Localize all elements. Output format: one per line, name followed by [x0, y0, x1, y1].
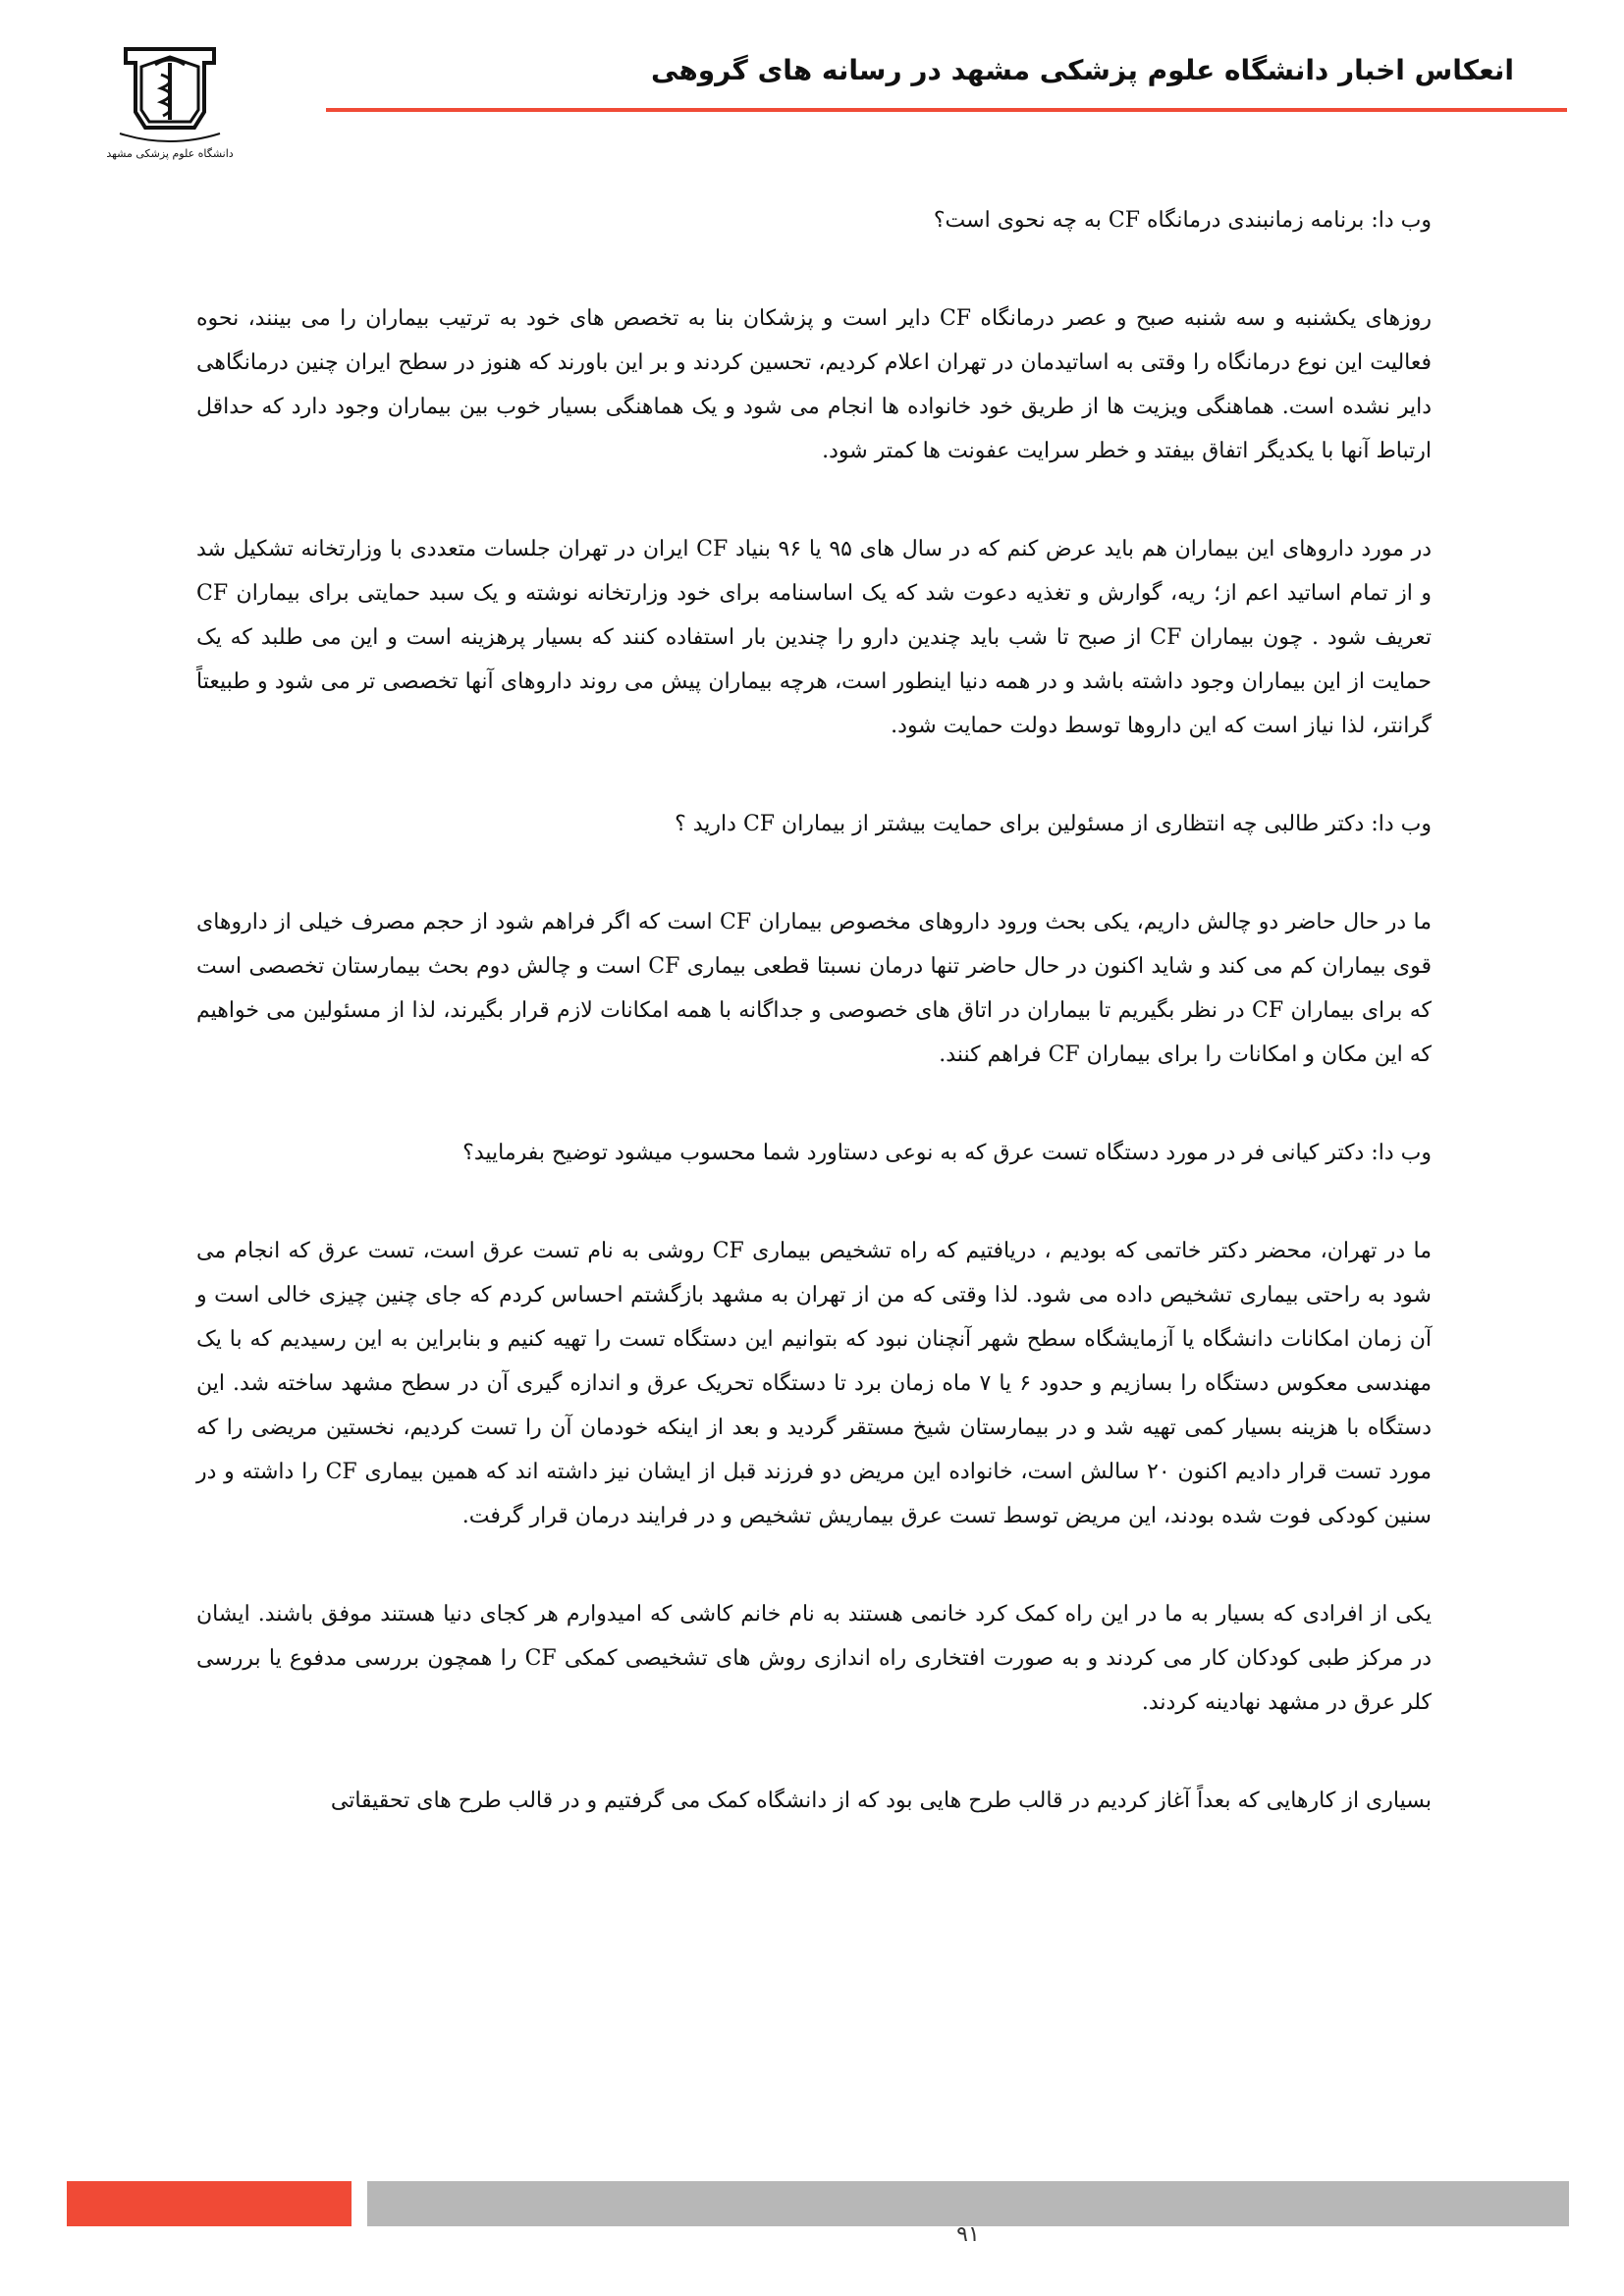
- interview-question: وب دا: دکتر کیانی فر در مورد دستگاه تست عرق که به نوعی دستاورد شما محسوب میشود توضیح بفرمایید؟: [462, 1141, 1432, 1165]
- footer-accent-bar: [67, 2181, 352, 2226]
- university-logo-icon: [106, 41, 234, 169]
- interview-question: وب دا: دکتر طالبی چه انتظاری از مسئولین برای حمایت بیشتر از بیماران CF دارید ؟: [675, 812, 1432, 836]
- body-paragraph: ما در تهران، محضر دکتر خاتمی که بودیم ، دریافتیم که راه تشخیص بیماری CF روشی به نام تست عرق است، تست عرق که انجام می شود به راحتی بیماری تشخیص داده می شود. لذا وقتی که من از تهران به مشهد بازگشتم احساس کردم که جای چنین چیزی خالی است و آن زمان امکانات دانشگاه یا آزمایشگاه سطح شهر آنچنان نبود که بتوانیم این دستگاه تست را تهیه کنیم و بنابراین به این رسیدیم که با یک مهندسی معکوس دستگاه را بسازیم و حدود ۶ یا ۷ ماه زمان برد تا دستگاه تحریک عرق و اندازه گیری آن در سطح مشهد ساخته شد. این دستگاه با هزینه بسیار کمی تهیه شد و در بیمارستان شیخ مستقر گردید و بعد از اینکه خودمان آن را تست کردیم، نخستین مریضی را که مورد تست قرار دادیم اکنون ۲۰ سالش است، خانواده این مریض دو فرزند قبل از ایشان نیز داشته اند که همین بیماری CF را داشته و در سنین کودکی فوت شده بودند، این مریض توسط تست عرق بیماریش تشخیص و در فرایند درمان قرار گرفت.: [196, 1239, 1433, 1528]
- interview-question: وب دا: برنامه زمانبندی درمانگاه CF به چه نحوی است؟: [933, 208, 1432, 233]
- logo-caption: دانشگاه علوم پزشکی مشهد: [106, 147, 234, 160]
- header-divider: [326, 108, 1567, 112]
- body-paragraph: در مورد داروهای این بیماران هم باید عرض کنم که در سال های ۹۵ یا ۹۶ بنیاد CF ایران در تهران جلسات متعددی با وزارتخانه تشکیل شد و از تمام اساتید اعم از؛ ریه، گوارش و تغذیه دعوت شد که یک اساسنامه برای خود وزارتخانه نوشته و یک سبد حمایتی برای بیماران CF تعریف شود . چون بیماران CF از صبح تا شب باید چندین دارو را چندین بار استفاده کنند که بسیار پرهزینه است و این می طلبد که یک حمایت از این بیماران وجود داشته باشد و در همه دنیا اینطور است، هرچه بیماران پیش می روند داروهای آنها تخصصی تر می شود و طبیعتاً گرانتر، لذا نیاز است که این داروها توسط دولت حمایت شود.: [196, 537, 1432, 738]
- body-paragraph: بسیاری از کارهایی که بعداً آغاز کردیم در قالب طرح هایی بود که از دانشگاه کمک می گرفتیم و در قالب طرح های تحقیقاتی: [330, 1789, 1432, 1813]
- body-paragraph: ما در حال حاضر دو چالش داریم، یکی بحث ورود داروهای مخصوص بیماران CF است که اگر فراهم شود از حجم مصرف خیلی از داروهای قوی بیماران کم می کند و شاید اکنون در حال حاضر تنها درمان نسبتا قطعی بیماری CF است و چالش دوم بحث بیمارستان تخصصی است که برای بیماران CF در نظر بگیریم تا بیماران در اتاق های خصوصی و جداگانه با همه امکانات لازم قرار بگیرند، لذا از مسئولین می خواهیم که این مکان و امکانات را برای بیماران CF فراهم کنند.: [196, 910, 1433, 1067]
- body-paragraph: روزهای یکشنبه و سه شنبه صبح و عصر درمانگاه CF دایر است و پزشکان بنا به تخصص های خود به ترتیب بیماران را می بینند، نحوه فعالیت این نوع درمانگاه را وقتی به اساتیدمان در تهران اعلام کردیم، تحسین کردند و بر این باورند که هنوز در سطح ایران چنین درمانگاهی دایر نشده است. هماهنگی ویزیت ها از طریق خود خانواده ها انجام می شود و یک هماهنگی بسیار خوب بین بیماران وجود دارد که حداقل ارتباط آنها با یکدیگر اتفاق بیفتد و خطر سرایت عفونت ها کمتر شود.: [196, 306, 1432, 463]
- page-header-title: انعکاس اخبار دانشگاه علوم پزشکی مشهد در رسانه های گروهی: [650, 54, 1514, 86]
- article-body: [196, 198, 1432, 1877]
- body-paragraph: یکی از افرادی که بسیار به ما در این راه کمک کرد خانمی هستند به نام خانم کاشی که امیدوارم هر کجای دنیا هستند موفق باشند. ایشان در مرکز طبی کودکان کار می کردند و به صورت افتخاری راه اندازی روش های تشخیصی کمکی CF را همچون بررسی مدفوع یا بررسی کلر عرق در مشهد نهادینه کردند.: [196, 1602, 1433, 1715]
- page-number: ۹۱: [956, 2222, 980, 2247]
